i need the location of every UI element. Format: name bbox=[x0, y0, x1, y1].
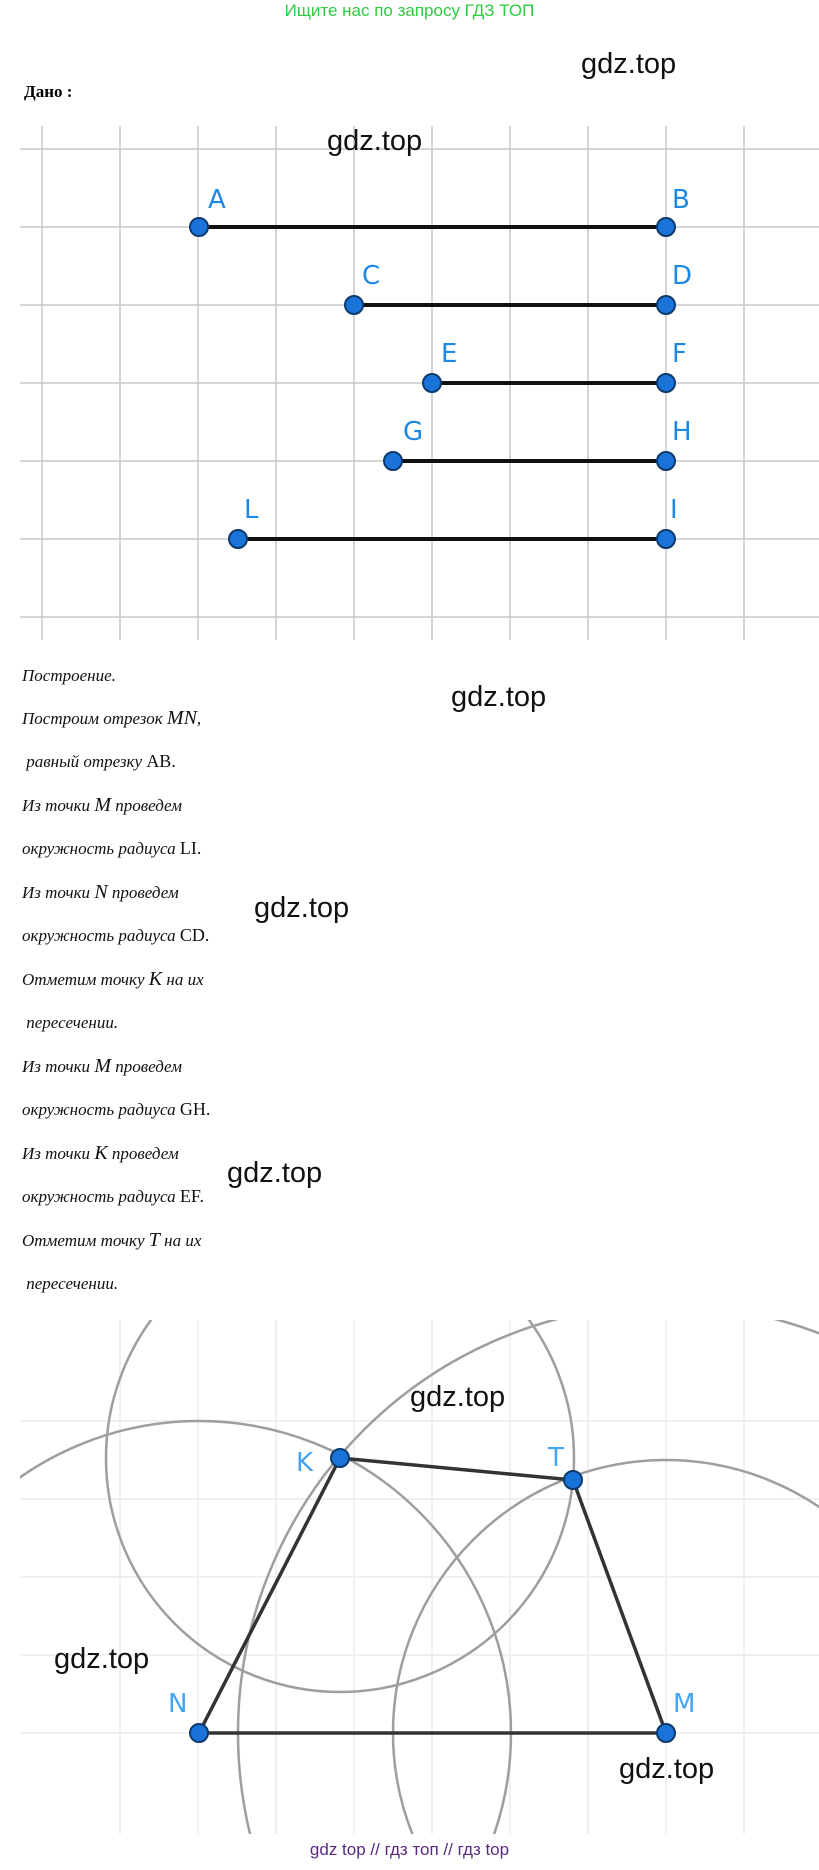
label-d: D bbox=[672, 261, 693, 291]
step-text: пересечении. bbox=[22, 1013, 119, 1032]
label-h: H bbox=[672, 417, 692, 447]
point-k bbox=[331, 1449, 349, 1467]
step-text: Из точки bbox=[22, 1057, 95, 1076]
construction-step bbox=[22, 1272, 118, 1295]
step-text: Из точки bbox=[22, 883, 95, 902]
step-text: Отметим точку bbox=[22, 970, 149, 989]
point-d bbox=[657, 296, 675, 314]
label-t: T bbox=[548, 1443, 564, 1473]
construction-step bbox=[22, 837, 201, 860]
point-g bbox=[384, 452, 402, 470]
label-i: I bbox=[670, 495, 678, 525]
step-text: окружность радиуса bbox=[22, 1100, 180, 1119]
construction-step bbox=[22, 1098, 210, 1121]
step-tail: проведем bbox=[110, 796, 183, 815]
step-tail: , bbox=[196, 709, 202, 728]
label-l: L bbox=[244, 495, 259, 525]
construction-step bbox=[22, 664, 116, 687]
watermark: gdz.top bbox=[619, 1753, 715, 1785]
point-f bbox=[657, 374, 675, 392]
watermark: gdz.top bbox=[254, 892, 350, 924]
label-k: K bbox=[296, 1448, 314, 1478]
step-text: Отметим точку bbox=[22, 1231, 149, 1250]
step-segment-name: LI. bbox=[179, 838, 202, 858]
given-label: Дано : bbox=[24, 82, 73, 101]
watermark: gdz.top bbox=[227, 1157, 323, 1189]
step-text: Из точки bbox=[22, 1144, 95, 1163]
step-tail: на их bbox=[159, 1231, 202, 1250]
step-tail: проведем bbox=[110, 1057, 183, 1076]
step-segment-name: CD. bbox=[179, 925, 210, 945]
label-c: C bbox=[362, 261, 381, 291]
step-text: равный отрезку bbox=[22, 752, 147, 771]
circle-k-radius-ef bbox=[106, 1320, 574, 1692]
circle-n-radius-cd bbox=[20, 1421, 511, 1834]
label-g: G bbox=[403, 417, 424, 447]
construction-step bbox=[22, 1229, 201, 1252]
point-e bbox=[423, 374, 441, 392]
step-text: Построим отрезок bbox=[22, 709, 167, 728]
label-m: M bbox=[673, 1689, 696, 1719]
point-h bbox=[657, 452, 675, 470]
label-e: E bbox=[441, 339, 458, 369]
step-tail: на их bbox=[162, 970, 204, 989]
point-t bbox=[564, 1471, 582, 1489]
construction-step bbox=[22, 1055, 182, 1078]
label-b: B bbox=[672, 185, 690, 215]
step-segment-name: EF. bbox=[179, 1186, 204, 1206]
step-variable: N bbox=[94, 881, 108, 903]
label-f: F bbox=[672, 339, 687, 369]
step-tail: проведем bbox=[107, 1144, 179, 1163]
watermark: gdz.top bbox=[451, 681, 547, 713]
watermark: gdz.top bbox=[410, 1381, 506, 1413]
given-segments-figure bbox=[20, 126, 819, 640]
step-variable: MN bbox=[166, 707, 197, 729]
step-variable: K bbox=[94, 1142, 108, 1164]
watermark: gdz.top bbox=[54, 1643, 150, 1675]
step-text: окружность радиуса bbox=[22, 839, 180, 858]
grid bbox=[20, 126, 819, 640]
watermark: gdz.top bbox=[327, 125, 423, 157]
label-a: A bbox=[208, 185, 226, 215]
point-l bbox=[229, 530, 247, 548]
step-text: пересечении. bbox=[22, 1274, 119, 1293]
step-text: окружность радиуса bbox=[22, 926, 180, 945]
construction-step bbox=[22, 1185, 204, 1208]
point-b bbox=[657, 218, 675, 236]
step-text: Из точки bbox=[22, 796, 95, 815]
point-c bbox=[345, 296, 363, 314]
construction-step bbox=[22, 750, 176, 773]
point-n bbox=[190, 1724, 208, 1742]
step-variable: K bbox=[148, 968, 163, 990]
construction-step bbox=[22, 968, 204, 991]
step-variable: M bbox=[94, 794, 111, 816]
step-text: окружность радиуса bbox=[22, 1187, 180, 1206]
side-tm bbox=[573, 1480, 666, 1733]
point-i bbox=[657, 530, 675, 548]
label-n: N bbox=[168, 1689, 188, 1719]
step-variable: T bbox=[148, 1229, 160, 1251]
construction-step bbox=[22, 707, 201, 730]
construction-step bbox=[22, 1011, 118, 1034]
construction-step bbox=[22, 1142, 179, 1165]
point-m bbox=[657, 1724, 675, 1742]
point-a bbox=[190, 218, 208, 236]
construction-step bbox=[22, 881, 179, 904]
search-hint[interactable]: Ищите нас по запросу ГДЗ ТОП bbox=[284, 1, 535, 20]
step-tail: проведем bbox=[107, 883, 179, 902]
step-variable: M bbox=[94, 1055, 111, 1077]
circle-m-radius-gh bbox=[393, 1460, 819, 1834]
step-text: Построение. bbox=[22, 666, 116, 685]
watermark: gdz.top bbox=[581, 48, 677, 80]
step-segment-name: GH. bbox=[179, 1099, 211, 1119]
construction-step bbox=[22, 924, 209, 947]
construction-step bbox=[22, 794, 182, 817]
step-segment-name: AB. bbox=[146, 751, 176, 771]
footer-links[interactable]: gdz top // гдз топ // гдз top bbox=[309, 1840, 510, 1859]
